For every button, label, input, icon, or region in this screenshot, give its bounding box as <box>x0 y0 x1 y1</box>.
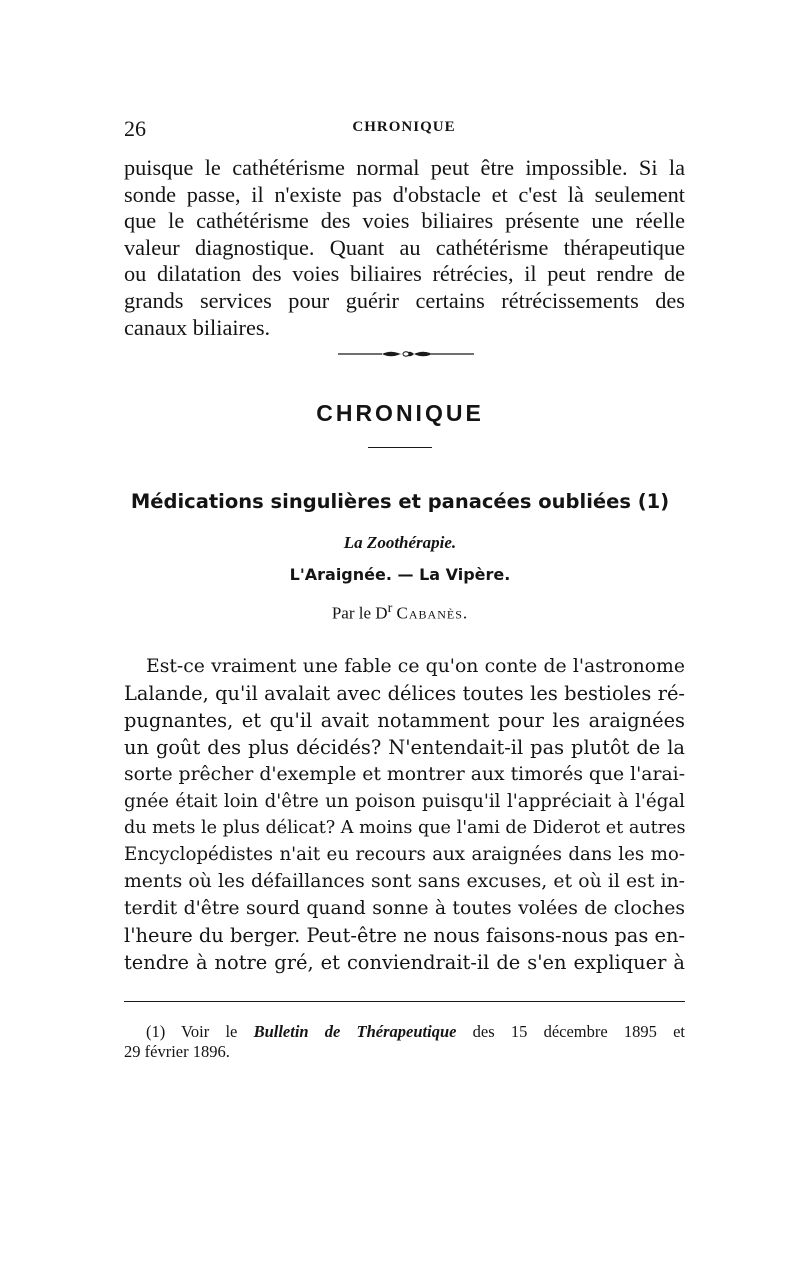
article-byline <box>0 600 800 624</box>
text-line: que le cathétérisme des voies biliaires présente une réelle <box>124 208 685 234</box>
text-line: sonde passe, il n'existe pas d'obstacle et c'est là seulement <box>124 181 685 207</box>
article-topics: L'Araignée. — La Vipère. <box>289 565 511 584</box>
section-heading: CHRONIQUE <box>316 400 484 426</box>
text-line: terdit d'être sourd quand sonne à toutes volées de cloches <box>124 898 685 920</box>
running-title: CHRONIQUE <box>352 119 456 135</box>
text-line: puisque le cathétérisme normal peut être impossible. Si la <box>124 155 685 180</box>
text-line: un goût des plus décidés? N'entendait-il pas plutôt de la <box>124 735 685 759</box>
article-subtitle: La Zoothérapie. <box>343 533 457 552</box>
footnote-rule <box>124 1001 685 1002</box>
text-line: sorte prêcher d'exemple et montrer aux timorés que l'arai- <box>124 763 686 785</box>
text-line: pugnantes, et qu'il avait notamment pour les araignées <box>124 708 685 732</box>
text-line: gnée était loin d'être un poison puisqu'il l'appréciait à l'égal <box>124 790 685 812</box>
section-divider-ornament <box>338 347 474 361</box>
byline-prefix: Par le D <box>331 603 388 623</box>
text-line: ou dilatation des voies biliaires rétrécies, il peut rendre de <box>124 261 685 287</box>
footnote-journal: Bulletin de Thérapeutique <box>253 1022 457 1041</box>
text-line: grands services pour guérir certains rétrécissements des <box>124 287 685 313</box>
text-line: Est-ce vraiment une fable ce qu'on conte de l'astronome <box>146 656 685 677</box>
footnote-line <box>124 1022 685 1042</box>
text-line: ments où les défaillances sont sans excuses, et où il est in- <box>124 871 685 893</box>
running-head <box>124 116 684 140</box>
text-line: Encyclopédistes n'ait eu recours aux araignées dans les mo- <box>124 844 685 866</box>
text-line: l'heure du berger. Peut-être ne nous faisons-nous pas en- <box>124 924 685 948</box>
text-line: Lalande, qu'il avalait avec délices toutes les bestioles ré- <box>124 681 685 705</box>
page-number: 26 <box>124 116 146 141</box>
text-line: valeur diagnostique. Quant au cathétérisme thérapeutique <box>124 234 685 260</box>
footnote-marker: (1) Voir le <box>146 1022 254 1041</box>
previous-section-paragraph <box>124 155 685 341</box>
footnote-line: 29 février 1896. <box>124 1042 230 1061</box>
text-line: tendre à notre gré, et conviendrait-il de s'en expliquer à <box>124 950 685 974</box>
article-title: Médications singulières et panacées oubliées (1) <box>130 490 670 513</box>
byline-superscript: r <box>387 600 393 616</box>
footnote <box>124 1022 685 1062</box>
text-line: canaux biliaires. <box>124 314 271 340</box>
text-line: du mets le plus délicat? A moins que l'ami de Diderot et autres <box>124 818 686 839</box>
footnote-dates: des 15 décembre 1895 et <box>456 1022 686 1041</box>
byline-author: Cabanès. <box>396 603 469 623</box>
heading-rule <box>368 447 432 448</box>
article-paragraph <box>124 654 685 977</box>
